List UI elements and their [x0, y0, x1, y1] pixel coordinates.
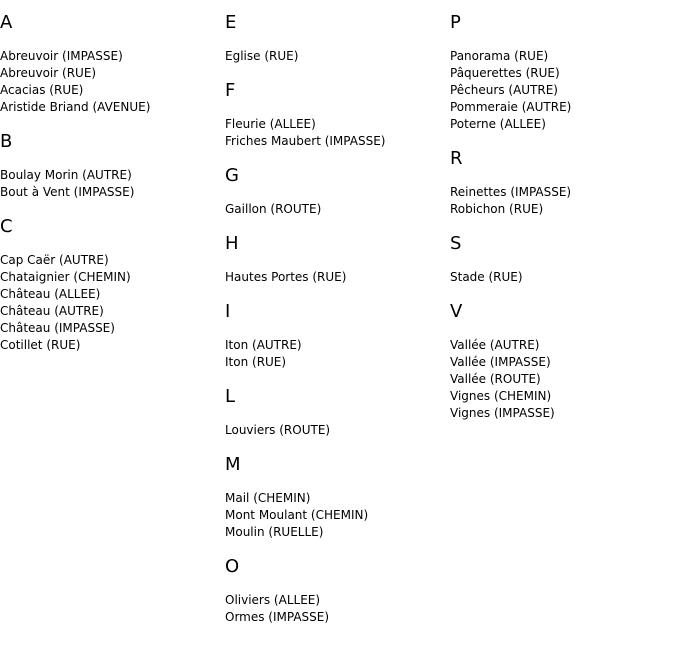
street-link[interactable]: Fleurie (ALLEE) [225, 117, 316, 131]
street-link[interactable]: Pêcheurs (AUTRE) [450, 83, 558, 97]
letter-group [0, 216, 220, 354]
street-list [225, 116, 445, 150]
street-link[interactable]: Mont Moulant (CHEMIN) [225, 508, 369, 522]
street-index-column-3 [450, 12, 670, 437]
street-link[interactable]: Vallée (ROUTE) [450, 372, 541, 386]
section-letter-heading: V [450, 301, 463, 322]
street-list [225, 592, 445, 626]
letter-group [450, 148, 670, 218]
letter-group [225, 556, 445, 626]
section-letter-heading: H [225, 233, 239, 254]
street-list [225, 201, 445, 218]
street-link[interactable]: Oliviers (ALLEE) [225, 593, 321, 607]
street-index-column-2 [225, 12, 445, 641]
letter-group [0, 12, 220, 116]
letter-group [225, 80, 445, 150]
street-link[interactable]: Poterne (ALLEE) [450, 117, 546, 131]
section-letter-heading: A [0, 12, 13, 33]
street-link[interactable]: Bout à Vent (IMPASSE) [0, 185, 135, 199]
street-link[interactable]: Chataignier (CHEMIN) [0, 270, 131, 284]
street-link[interactable]: Vignes (IMPASSE) [450, 406, 555, 420]
street-link[interactable]: Hautes Portes (RUE) [225, 270, 347, 284]
street-link[interactable]: Château (ALLEE) [0, 287, 101, 301]
section-letter-heading: P [450, 12, 461, 33]
street-link[interactable]: Panorama (RUE) [450, 49, 549, 63]
street-link[interactable]: Abreuvoir (RUE) [0, 66, 97, 80]
section-letter-heading: F [225, 80, 236, 101]
street-link[interactable]: Cotillet (RUE) [0, 338, 81, 352]
section-letter-heading: C [0, 216, 13, 237]
street-link[interactable]: Ormes (IMPASSE) [225, 610, 330, 624]
street-list [450, 48, 670, 133]
street-list [225, 337, 445, 371]
letter-group [450, 12, 670, 133]
street-link[interactable]: Acacias (RUE) [0, 83, 84, 97]
section-letter-heading: L [225, 386, 236, 407]
street-link[interactable]: Iton (AUTRE) [225, 338, 302, 352]
section-letter-heading: O [225, 556, 240, 577]
letter-group [225, 454, 445, 541]
street-link[interactable]: Eglise (RUE) [225, 49, 299, 63]
street-list [450, 337, 670, 422]
street-link[interactable]: Aristide Briand (AVENUE) [0, 100, 151, 114]
street-list [0, 167, 220, 201]
letter-group [225, 165, 445, 218]
letter-group [450, 233, 670, 286]
street-list [0, 252, 220, 354]
street-link[interactable]: Château (IMPASSE) [0, 321, 115, 335]
street-list [450, 184, 670, 218]
street-link[interactable]: Reinettes (IMPASSE) [450, 185, 572, 199]
section-letter-heading: M [225, 454, 241, 475]
section-letter-heading: G [225, 165, 239, 186]
street-link[interactable]: Pommeraie (AUTRE) [450, 100, 572, 114]
letter-group [0, 131, 220, 201]
street-link[interactable]: Friches Maubert (IMPASSE) [225, 134, 386, 148]
street-link[interactable]: Louviers (ROUTE) [225, 423, 331, 437]
street-link[interactable]: Vignes (CHEMIN) [450, 389, 552, 403]
street-link[interactable]: Mail (CHEMIN) [225, 491, 311, 505]
section-letter-heading: S [450, 233, 462, 254]
street-list [225, 422, 445, 439]
street-index-column-1 [0, 12, 220, 369]
street-list [225, 48, 445, 65]
street-link[interactable]: Vallée (AUTRE) [450, 338, 540, 352]
street-link[interactable]: Château (AUTRE) [0, 304, 104, 318]
letter-group [225, 301, 445, 371]
letter-group [450, 301, 670, 422]
section-letter-heading: I [225, 301, 231, 322]
street-link[interactable]: Iton (RUE) [225, 355, 287, 369]
street-list [0, 48, 220, 116]
street-link[interactable]: Gaillon (ROUTE) [225, 202, 322, 216]
street-link[interactable]: Vallée (IMPASSE) [450, 355, 551, 369]
street-link[interactable]: Cap Caër (AUTRE) [0, 253, 109, 267]
street-list [450, 269, 670, 286]
letter-group [225, 12, 445, 65]
section-letter-heading: R [450, 148, 463, 169]
street-list [225, 269, 445, 286]
street-link[interactable]: Stade (RUE) [450, 270, 523, 284]
street-link[interactable]: Pâquerettes (RUE) [450, 66, 560, 80]
section-letter-heading: E [225, 12, 237, 33]
street-list [225, 490, 445, 541]
letter-group [225, 233, 445, 286]
section-letter-heading: B [0, 131, 13, 152]
street-link[interactable]: Boulay Morin (AUTRE) [0, 168, 132, 182]
street-link[interactable]: Abreuvoir (IMPASSE) [0, 49, 123, 63]
street-link[interactable]: Robichon (RUE) [450, 202, 544, 216]
street-link[interactable]: Moulin (RUELLE) [225, 525, 324, 539]
letter-group [225, 386, 445, 439]
